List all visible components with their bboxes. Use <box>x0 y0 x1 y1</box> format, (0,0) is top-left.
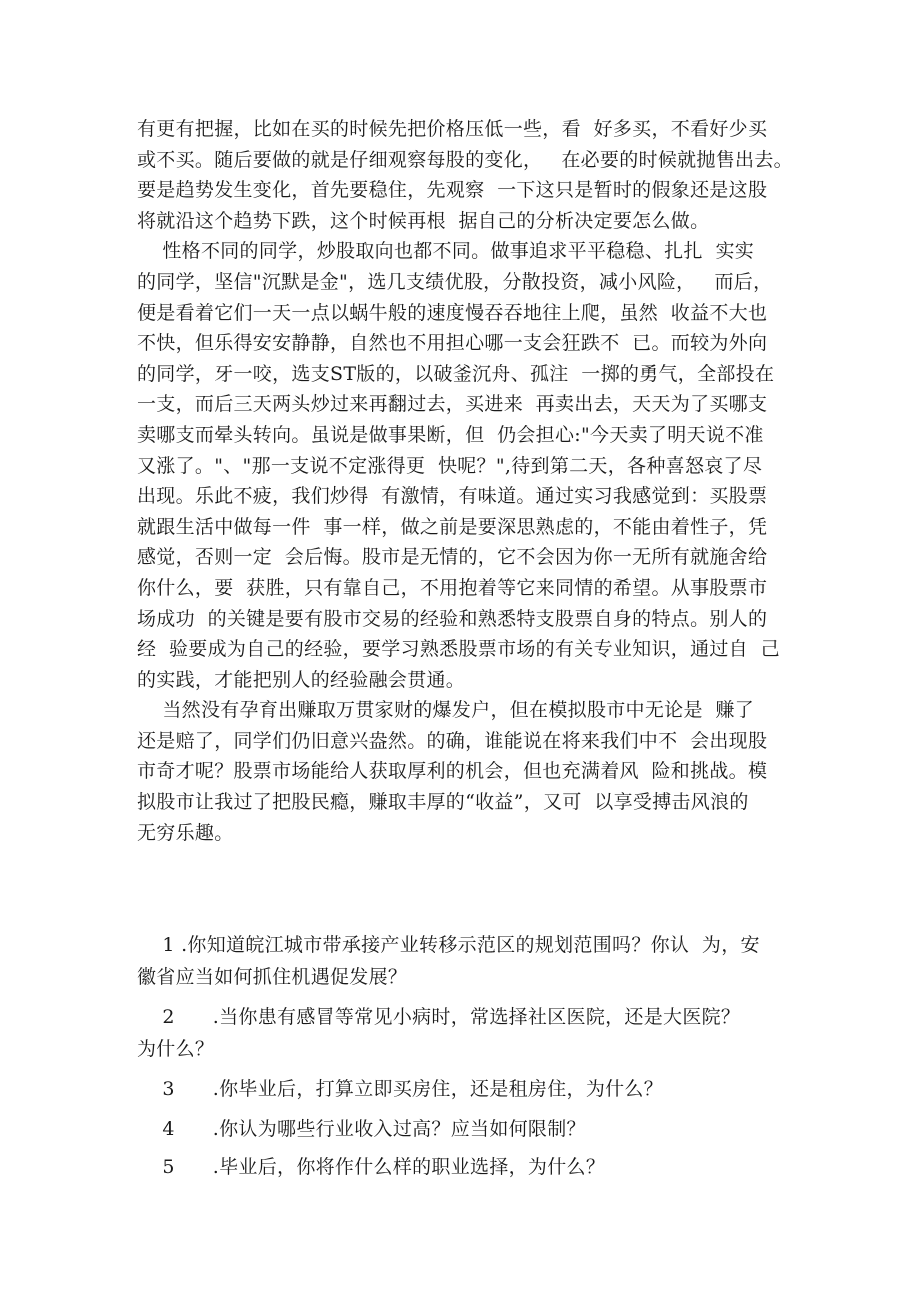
text-line: 你什么，要 获胜，只有靠自己，不用抱着等它来同情的希望。从事股票市 <box>137 576 768 599</box>
text-line: 一支，而后三天两头炒过来再翻过去，买进来 再卖出去，天天为了买哪支 <box>137 393 768 416</box>
question-item-2: 2 .当你患有感冒等常见小病时，常选择社区医院，还是大医院？ <box>137 1006 741 1028</box>
text-line: 的同学，牙一咬，选支ST版的，以破釜沉舟、孤注 一掷的勇气，全部投在 <box>137 362 775 385</box>
text-line: 场成功 的关键是要有股市交易的经验和熟悉特支股票自身的特点。别人的 <box>137 607 768 630</box>
text-line: 就跟生活中做每一件 事一样，做之前是要深思熟虑的，不能由着性子，凭 <box>137 515 768 538</box>
text-line: 有更有把握，比如在买的时候先把价格压低一些，看 好多买，不看好少买 <box>137 118 768 140</box>
question-item-1: 1 .你知道皖江城市带承接产业转移示范区的规划范围吗？你认 为，安 <box>137 934 760 956</box>
text-line: 出现。乐此不疲，我们炒得 有激情，有味道。通过实习我感觉到：买股票 <box>137 485 768 508</box>
question-item-1-cont: 徽省应当如何抓住机遇促发展？ <box>137 966 408 988</box>
text-line: 不快，但乐得安安静静，自然也不用担心哪一支会狂跌不 已。而较为外向 <box>137 332 768 355</box>
text-line: 要是趋势发生变化，首先要稳住，先观察 一下这只是暂时的假象还是这股 <box>137 179 768 202</box>
text-line: 便是看着它们一天一点以蜗牛般的速度慢吞吞地往上爬，虽然 收益不大也 <box>137 301 768 324</box>
text-line: 还是赔了，同学们仍旧意兴盎然。的确，谁能说在将来我们中不 会出现股 <box>137 729 768 752</box>
text-line: 将就沿这个趋势下跌，这个时候再根 据自己的分析决定要怎么做。 <box>137 209 710 232</box>
text-line: 感觉，否则一定 会后悔。股市是无情的，它不会因为你一无所有就施舍给 <box>137 546 768 569</box>
body-text <box>137 114 797 848</box>
text-line: 经 验要成为自己的经验，要学习熟悉股票市场的有关专业知识，通过自 己 <box>137 638 780 661</box>
text-line: 性格不同的同学，炒股取向也都不同。做事追求平平稳稳、扎扎 实实 <box>137 240 755 263</box>
text-line: 卖哪支而晕头转向。虽说是做事果断，但 仍会担心:"今天卖了明天说不准 <box>137 423 764 446</box>
text-line: 市奇才呢？股票市场能给人获取厚利的机会，但也充满着风 险和挑战。模 <box>137 760 768 783</box>
question-item-3: 3 .你毕业后，打算立即买房住，还是租房住，为什么？ <box>137 1078 664 1100</box>
question-item-2-cont: 为什么？ <box>137 1038 215 1060</box>
text-line: 当然没有孕育出赚取万贯家财的爆发户，但在模拟股市中无论是 赚了 <box>137 699 755 722</box>
text-line: 无穷乐趣。 <box>137 821 234 844</box>
text-line: 或不买。随后要做的就是仔细观察每股的变化， 在必要的时候就抛售出去。 <box>137 148 793 171</box>
text-line: 的同学，坚信"沉默是金"，选几支绩优股，分散投资，减小风险， 而后， <box>137 270 773 293</box>
question-item-4: 4 .你认为哪些行业收入过高？应当如何限制？ <box>137 1118 586 1140</box>
text-line: 拟股市让我过了把股民瘾，赚取丰厚的“收益”，又可 以享受搏击风浪的 <box>137 791 749 814</box>
text-line: 又涨了。"、"那一支说不定涨得更 快呢？",待到第二天，各种喜怒哀了尽 <box>137 454 763 477</box>
text-line: 的实践，才能把别人的经验融会贯通。 <box>137 668 466 691</box>
question-item-5: 5 .毕业后，你将作什么样的职业选择，为什么？ <box>137 1156 606 1178</box>
